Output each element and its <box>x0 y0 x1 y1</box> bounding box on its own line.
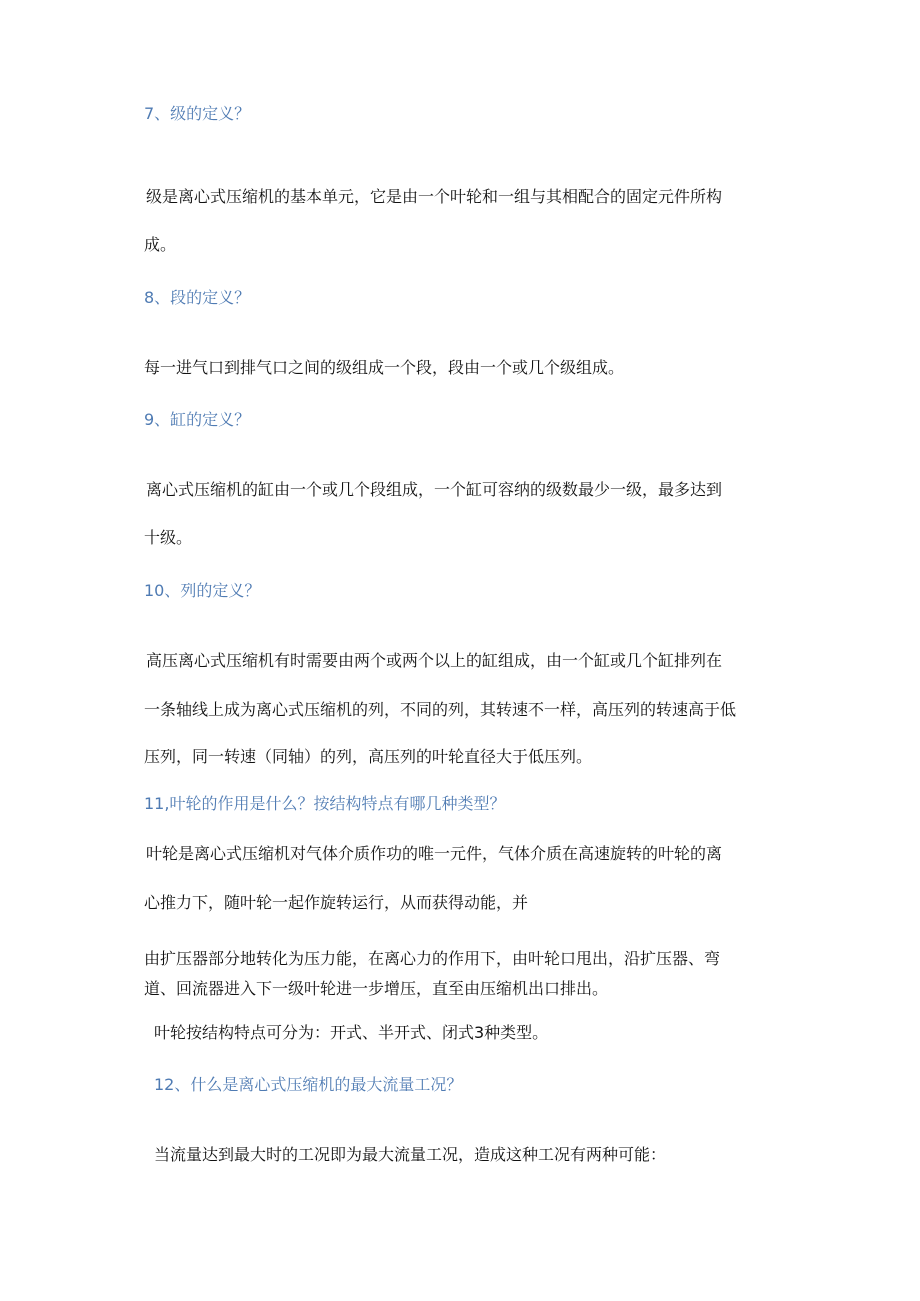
paragraph-line: 当流量达到最大时的工况即为最大流量工况，造成这种工况有两种可能： <box>154 1145 667 1164</box>
paragraph-line: 道、回流器进入下一级叶轮进一步增压，直至由压缩机出口排出。 <box>144 979 609 998</box>
heading-q10: 10、列的定义？ <box>144 581 261 600</box>
paragraph-line: 每一进气口到排气口之间的级组成一个段，段由一个或几个级组成。 <box>144 358 625 377</box>
paragraph-line: 压列，同一转速（同轴）的列，高压列的叶轮直径大于低压列。 <box>144 747 593 766</box>
heading-q7: 7、级的定义？ <box>144 104 251 123</box>
heading-q11: 11,叶轮的作用是什么？按结构特点有哪几种类型？ <box>144 794 506 813</box>
paragraph-line: 级是离心式压缩机的基本单元，它是由一个叶轮和一组与其相配合的固定元件所构 <box>146 187 723 206</box>
paragraph-line: 成。 <box>144 235 177 254</box>
heading-q12: 12、什么是离心式压缩机的最大流量工况？ <box>154 1075 463 1094</box>
paragraph-line: 心推力下，随叶轮一起作旋转运行，从而获得动能，并 <box>144 893 529 912</box>
heading-q8: 8、段的定义？ <box>144 288 251 307</box>
heading-q9: 9、缸的定义？ <box>144 410 251 429</box>
paragraph-line: 十级。 <box>144 528 193 547</box>
paragraph-line: 叶轮是离心式压缩机对气体介质作功的唯一元件，气体介质在高速旋转的叶轮的离 <box>146 844 723 863</box>
paragraph-line: 高压离心式压缩机有时需要由两个或两个以上的缸组成，由一个缸或几个缸排列在 <box>146 651 723 670</box>
paragraph-line: 由扩压器部分地转化为压力能，在离心力的作用下，由叶轮口甩出，沿扩压器、弯 <box>144 949 721 968</box>
paragraph-line: 离心式压缩机的缸由一个或几个段组成，一个缸可容纳的级数最少一级，最多达到 <box>146 480 723 499</box>
paragraph-line: 一条轴线上成为离心式压缩机的列，不同的列，其转速不一样，高压列的转速高于低 <box>144 700 737 719</box>
paragraph-line: 叶轮按结构特点可分为：开式、半开式、闭式3种类型。 <box>154 1023 549 1042</box>
